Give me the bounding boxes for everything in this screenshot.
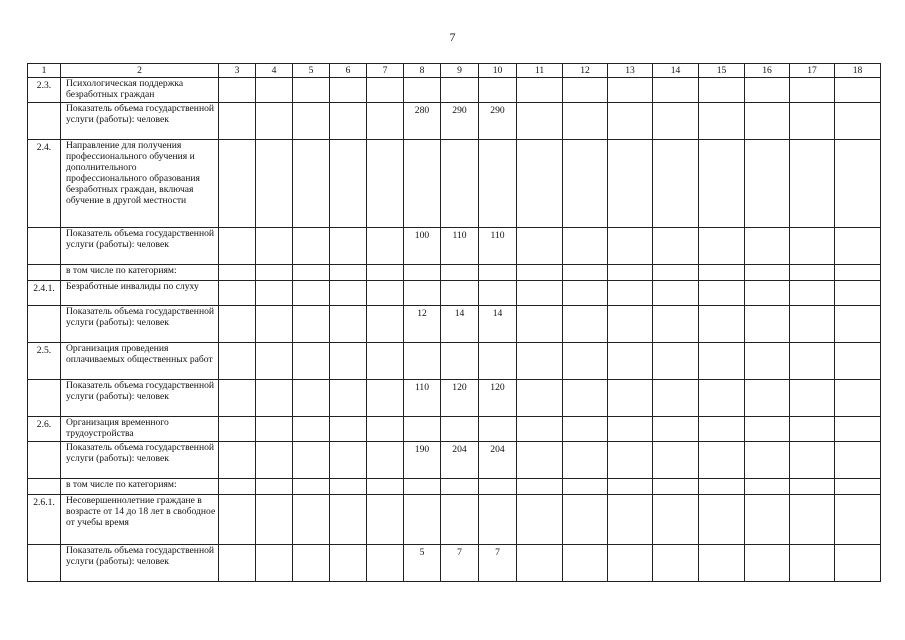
empty-cell bbox=[699, 103, 745, 140]
empty-cell bbox=[699, 228, 745, 265]
value-cell-col9: 110 bbox=[441, 228, 479, 265]
empty-cell bbox=[219, 442, 256, 479]
value-cell-col10: 290 bbox=[479, 103, 517, 140]
empty-cell bbox=[517, 545, 563, 582]
empty-cell bbox=[563, 380, 608, 417]
empty-cell bbox=[256, 495, 293, 545]
value-cell-col8: 280 bbox=[404, 103, 441, 140]
value-cell-col9 bbox=[441, 265, 479, 281]
value-cell-col10: 110 bbox=[479, 228, 517, 265]
empty-cell bbox=[563, 103, 608, 140]
description-cell: Показатель объема государственной услуги (работы): человек bbox=[61, 442, 219, 479]
column-header: 14 bbox=[653, 64, 699, 78]
empty-cell bbox=[563, 140, 608, 228]
empty-cell bbox=[790, 545, 835, 582]
empty-cell bbox=[745, 380, 790, 417]
table-row bbox=[28, 442, 881, 479]
empty-cell bbox=[608, 306, 653, 343]
value-cell-col10 bbox=[479, 479, 517, 495]
empty-cell bbox=[293, 479, 330, 495]
empty-cell bbox=[653, 380, 699, 417]
empty-cell bbox=[219, 78, 256, 103]
empty-cell bbox=[256, 479, 293, 495]
empty-cell bbox=[256, 417, 293, 442]
value-cell-col8 bbox=[404, 417, 441, 442]
row-number-cell bbox=[28, 228, 61, 265]
value-cell-col9 bbox=[441, 281, 479, 306]
empty-cell bbox=[367, 265, 404, 281]
empty-cell bbox=[608, 417, 653, 442]
table-row bbox=[28, 228, 881, 265]
empty-cell bbox=[653, 281, 699, 306]
row-number-cell: 2.5. bbox=[28, 343, 61, 380]
empty-cell bbox=[256, 380, 293, 417]
table-row bbox=[28, 78, 881, 103]
column-header: 11 bbox=[517, 64, 563, 78]
empty-cell bbox=[330, 78, 367, 103]
empty-cell bbox=[219, 140, 256, 228]
empty-cell bbox=[835, 479, 881, 495]
empty-cell bbox=[835, 380, 881, 417]
empty-cell bbox=[330, 479, 367, 495]
value-cell-col9: 204 bbox=[441, 442, 479, 479]
description-cell: Организация проведения оплачиваемых общественных работ bbox=[61, 343, 219, 380]
value-cell-col9 bbox=[441, 140, 479, 228]
description-cell: Направление для получения профессионального обучения и дополнительного профессионального образования безработных граждан, включая обучение в другой местности bbox=[61, 140, 219, 228]
value-cell-col10 bbox=[479, 417, 517, 442]
empty-cell bbox=[330, 417, 367, 442]
column-header: 8 bbox=[404, 64, 441, 78]
empty-cell bbox=[608, 228, 653, 265]
column-header: 6 bbox=[330, 64, 367, 78]
value-cell-col10: 120 bbox=[479, 380, 517, 417]
empty-cell bbox=[653, 78, 699, 103]
empty-cell bbox=[330, 281, 367, 306]
value-cell-col8: 190 bbox=[404, 442, 441, 479]
empty-cell bbox=[293, 380, 330, 417]
empty-cell bbox=[790, 442, 835, 479]
description-cell: Организация временного трудоустройства bbox=[61, 417, 219, 442]
empty-cell bbox=[790, 228, 835, 265]
empty-cell bbox=[790, 306, 835, 343]
empty-cell bbox=[835, 140, 881, 228]
column-header: 2 bbox=[61, 64, 219, 78]
data-table bbox=[27, 63, 881, 582]
empty-cell bbox=[330, 545, 367, 582]
value-cell-col8 bbox=[404, 495, 441, 545]
empty-cell bbox=[293, 281, 330, 306]
value-cell-col10: 204 bbox=[479, 442, 517, 479]
value-cell-col9: 290 bbox=[441, 103, 479, 140]
description-cell: Безработные инвалиды по слуху bbox=[61, 281, 219, 306]
empty-cell bbox=[790, 479, 835, 495]
value-cell-col9: 120 bbox=[441, 380, 479, 417]
empty-cell bbox=[745, 306, 790, 343]
value-cell-col9 bbox=[441, 343, 479, 380]
empty-cell bbox=[367, 417, 404, 442]
empty-cell bbox=[608, 265, 653, 281]
description-cell: Психологическая поддержка безработных граждан bbox=[61, 78, 219, 103]
description-cell: в том числе по категориям: bbox=[61, 265, 219, 281]
empty-cell bbox=[517, 380, 563, 417]
empty-cell bbox=[835, 103, 881, 140]
empty-cell bbox=[219, 103, 256, 140]
empty-cell bbox=[835, 306, 881, 343]
row-number-cell bbox=[28, 442, 61, 479]
value-cell-col10 bbox=[479, 281, 517, 306]
value-cell-col8: 100 bbox=[404, 228, 441, 265]
value-cell-col8: 5 bbox=[404, 545, 441, 582]
value-cell-col8: 12 bbox=[404, 306, 441, 343]
column-header: 17 bbox=[790, 64, 835, 78]
empty-cell bbox=[293, 495, 330, 545]
empty-cell bbox=[330, 495, 367, 545]
value-cell-col9 bbox=[441, 78, 479, 103]
column-header: 16 bbox=[745, 64, 790, 78]
description-cell: Показатель объема государственной услуги (работы): человек bbox=[61, 103, 219, 140]
empty-cell bbox=[653, 442, 699, 479]
empty-cell bbox=[835, 442, 881, 479]
empty-cell bbox=[745, 103, 790, 140]
row-number-cell: 2.3. bbox=[28, 78, 61, 103]
value-cell-col9 bbox=[441, 495, 479, 545]
empty-cell bbox=[219, 265, 256, 281]
empty-cell bbox=[563, 265, 608, 281]
empty-cell bbox=[608, 479, 653, 495]
description-cell: Показатель объема государственной услуги (работы): человек bbox=[61, 306, 219, 343]
empty-cell bbox=[219, 417, 256, 442]
empty-cell bbox=[745, 545, 790, 582]
empty-cell bbox=[256, 545, 293, 582]
empty-cell bbox=[517, 442, 563, 479]
empty-cell bbox=[699, 417, 745, 442]
empty-cell bbox=[517, 495, 563, 545]
empty-cell bbox=[293, 228, 330, 265]
empty-cell bbox=[608, 140, 653, 228]
empty-cell bbox=[367, 343, 404, 380]
value-cell-col8 bbox=[404, 343, 441, 380]
column-header: 10 bbox=[479, 64, 517, 78]
empty-cell bbox=[563, 545, 608, 582]
empty-cell bbox=[367, 103, 404, 140]
table-row bbox=[28, 140, 881, 228]
table-row bbox=[28, 306, 881, 343]
empty-cell bbox=[219, 343, 256, 380]
empty-cell bbox=[699, 442, 745, 479]
empty-cell bbox=[367, 281, 404, 306]
value-cell-col8 bbox=[404, 265, 441, 281]
empty-cell bbox=[699, 479, 745, 495]
row-number-cell bbox=[28, 479, 61, 495]
empty-cell bbox=[293, 103, 330, 140]
empty-cell bbox=[835, 545, 881, 582]
empty-cell bbox=[745, 228, 790, 265]
value-cell-col8 bbox=[404, 78, 441, 103]
empty-cell bbox=[330, 343, 367, 380]
empty-cell bbox=[293, 265, 330, 281]
empty-cell bbox=[745, 140, 790, 228]
table-row bbox=[28, 479, 881, 495]
description-cell: Показатель объема государственной услуги (работы): человек bbox=[61, 380, 219, 417]
empty-cell bbox=[330, 228, 367, 265]
empty-cell bbox=[699, 78, 745, 103]
value-cell-col10 bbox=[479, 495, 517, 545]
empty-cell bbox=[790, 281, 835, 306]
column-header: 18 bbox=[835, 64, 881, 78]
empty-cell bbox=[517, 78, 563, 103]
empty-cell bbox=[745, 495, 790, 545]
empty-cell bbox=[367, 495, 404, 545]
table-row bbox=[28, 281, 881, 306]
empty-cell bbox=[608, 442, 653, 479]
empty-cell bbox=[517, 265, 563, 281]
empty-cell bbox=[835, 343, 881, 380]
column-header: 9 bbox=[441, 64, 479, 78]
empty-cell bbox=[699, 265, 745, 281]
empty-cell bbox=[517, 281, 563, 306]
row-number-cell bbox=[28, 265, 61, 281]
empty-cell bbox=[835, 78, 881, 103]
empty-cell bbox=[653, 417, 699, 442]
empty-cell bbox=[563, 228, 608, 265]
empty-cell bbox=[256, 228, 293, 265]
row-number-cell bbox=[28, 545, 61, 582]
column-header: 4 bbox=[256, 64, 293, 78]
empty-cell bbox=[608, 495, 653, 545]
value-cell-col9: 14 bbox=[441, 306, 479, 343]
empty-cell bbox=[790, 140, 835, 228]
empty-cell bbox=[367, 380, 404, 417]
value-cell-col10 bbox=[479, 265, 517, 281]
empty-cell bbox=[608, 281, 653, 306]
description-cell: Показатель объема государственной услуги (работы): человек bbox=[61, 228, 219, 265]
empty-cell bbox=[293, 442, 330, 479]
empty-cell bbox=[653, 228, 699, 265]
empty-cell bbox=[256, 281, 293, 306]
empty-cell bbox=[699, 343, 745, 380]
value-cell-col9: 7 bbox=[441, 545, 479, 582]
empty-cell bbox=[699, 380, 745, 417]
empty-cell bbox=[608, 380, 653, 417]
column-header: 1 bbox=[28, 64, 61, 78]
row-number-cell: 2.6.1. bbox=[28, 495, 61, 545]
row-number-cell: 2.4. bbox=[28, 140, 61, 228]
empty-cell bbox=[219, 479, 256, 495]
empty-cell bbox=[653, 343, 699, 380]
empty-cell bbox=[653, 306, 699, 343]
empty-cell bbox=[790, 343, 835, 380]
empty-cell bbox=[653, 103, 699, 140]
empty-cell bbox=[745, 479, 790, 495]
value-cell-col10 bbox=[479, 78, 517, 103]
empty-cell bbox=[330, 265, 367, 281]
empty-cell bbox=[517, 140, 563, 228]
empty-cell bbox=[256, 442, 293, 479]
empty-cell bbox=[219, 281, 256, 306]
table-row bbox=[28, 103, 881, 140]
table-row bbox=[28, 545, 881, 582]
empty-cell bbox=[219, 545, 256, 582]
empty-cell bbox=[517, 343, 563, 380]
row-number-cell bbox=[28, 103, 61, 140]
empty-cell bbox=[256, 78, 293, 103]
value-cell-col10 bbox=[479, 140, 517, 228]
column-header: 13 bbox=[608, 64, 653, 78]
empty-cell bbox=[745, 343, 790, 380]
empty-cell bbox=[745, 281, 790, 306]
empty-cell bbox=[790, 495, 835, 545]
empty-cell bbox=[699, 281, 745, 306]
empty-cell bbox=[563, 281, 608, 306]
empty-cell bbox=[293, 417, 330, 442]
empty-cell bbox=[293, 140, 330, 228]
empty-cell bbox=[293, 545, 330, 582]
empty-cell bbox=[699, 140, 745, 228]
empty-cell bbox=[563, 495, 608, 545]
empty-cell bbox=[293, 343, 330, 380]
empty-cell bbox=[256, 265, 293, 281]
column-header: 12 bbox=[563, 64, 608, 78]
empty-cell bbox=[367, 479, 404, 495]
table-header-row bbox=[28, 64, 881, 78]
empty-cell bbox=[790, 103, 835, 140]
empty-cell bbox=[608, 545, 653, 582]
empty-cell bbox=[653, 140, 699, 228]
empty-cell bbox=[790, 78, 835, 103]
empty-cell bbox=[219, 306, 256, 343]
empty-cell bbox=[330, 103, 367, 140]
empty-cell bbox=[699, 306, 745, 343]
column-header: 3 bbox=[219, 64, 256, 78]
empty-cell bbox=[653, 545, 699, 582]
empty-cell bbox=[563, 417, 608, 442]
empty-cell bbox=[330, 306, 367, 343]
empty-cell bbox=[563, 479, 608, 495]
empty-cell bbox=[293, 306, 330, 343]
empty-cell bbox=[517, 417, 563, 442]
value-cell-col8 bbox=[404, 479, 441, 495]
empty-cell bbox=[608, 103, 653, 140]
empty-cell bbox=[367, 442, 404, 479]
empty-cell bbox=[653, 265, 699, 281]
empty-cell bbox=[219, 495, 256, 545]
empty-cell bbox=[330, 442, 367, 479]
empty-cell bbox=[330, 380, 367, 417]
empty-cell bbox=[790, 380, 835, 417]
empty-cell bbox=[219, 380, 256, 417]
empty-cell bbox=[563, 306, 608, 343]
empty-cell bbox=[367, 140, 404, 228]
row-number-cell: 2.4.1. bbox=[28, 281, 61, 306]
row-number-cell bbox=[28, 306, 61, 343]
value-cell-col8 bbox=[404, 140, 441, 228]
empty-cell bbox=[293, 78, 330, 103]
empty-cell bbox=[835, 417, 881, 442]
value-cell-col10 bbox=[479, 343, 517, 380]
empty-cell bbox=[790, 265, 835, 281]
description-cell: Показатель объема государственной услуги (работы): человек bbox=[61, 545, 219, 582]
value-cell-col9 bbox=[441, 479, 479, 495]
row-number-cell: 2.6. bbox=[28, 417, 61, 442]
table-row bbox=[28, 265, 881, 281]
empty-cell bbox=[835, 265, 881, 281]
empty-cell bbox=[256, 343, 293, 380]
empty-cell bbox=[563, 442, 608, 479]
empty-cell bbox=[367, 545, 404, 582]
empty-cell bbox=[256, 306, 293, 343]
page-number: 7 bbox=[449, 30, 456, 44]
empty-cell bbox=[563, 78, 608, 103]
empty-cell bbox=[745, 265, 790, 281]
description-cell: Несовершеннолетние граждане в возрасте от 14 до 18 лет в свободное от учебы время bbox=[61, 495, 219, 545]
empty-cell bbox=[745, 78, 790, 103]
empty-cell bbox=[219, 228, 256, 265]
empty-cell bbox=[653, 495, 699, 545]
empty-cell bbox=[256, 103, 293, 140]
value-cell-col9 bbox=[441, 417, 479, 442]
empty-cell bbox=[330, 140, 367, 228]
table-row bbox=[28, 495, 881, 545]
empty-cell bbox=[517, 103, 563, 140]
column-header: 15 bbox=[699, 64, 745, 78]
empty-cell bbox=[835, 281, 881, 306]
table-row bbox=[28, 343, 881, 380]
empty-cell bbox=[608, 343, 653, 380]
empty-cell bbox=[653, 479, 699, 495]
value-cell-col10: 7 bbox=[479, 545, 517, 582]
value-cell-col8 bbox=[404, 281, 441, 306]
table-row bbox=[28, 417, 881, 442]
empty-cell bbox=[699, 495, 745, 545]
value-cell-col8: 110 bbox=[404, 380, 441, 417]
empty-cell bbox=[745, 442, 790, 479]
empty-cell bbox=[367, 78, 404, 103]
empty-cell bbox=[256, 140, 293, 228]
table-row bbox=[28, 380, 881, 417]
empty-cell bbox=[563, 343, 608, 380]
empty-cell bbox=[367, 306, 404, 343]
empty-cell bbox=[517, 306, 563, 343]
value-cell-col10: 14 bbox=[479, 306, 517, 343]
empty-cell bbox=[517, 228, 563, 265]
empty-cell bbox=[367, 228, 404, 265]
row-number-cell bbox=[28, 380, 61, 417]
empty-cell bbox=[699, 545, 745, 582]
description-cell: в том числе по категориям: bbox=[61, 479, 219, 495]
empty-cell bbox=[745, 417, 790, 442]
empty-cell bbox=[835, 228, 881, 265]
column-header: 7 bbox=[367, 64, 404, 78]
column-header: 5 bbox=[293, 64, 330, 78]
empty-cell bbox=[790, 417, 835, 442]
empty-cell bbox=[835, 495, 881, 545]
empty-cell bbox=[608, 78, 653, 103]
empty-cell bbox=[517, 479, 563, 495]
